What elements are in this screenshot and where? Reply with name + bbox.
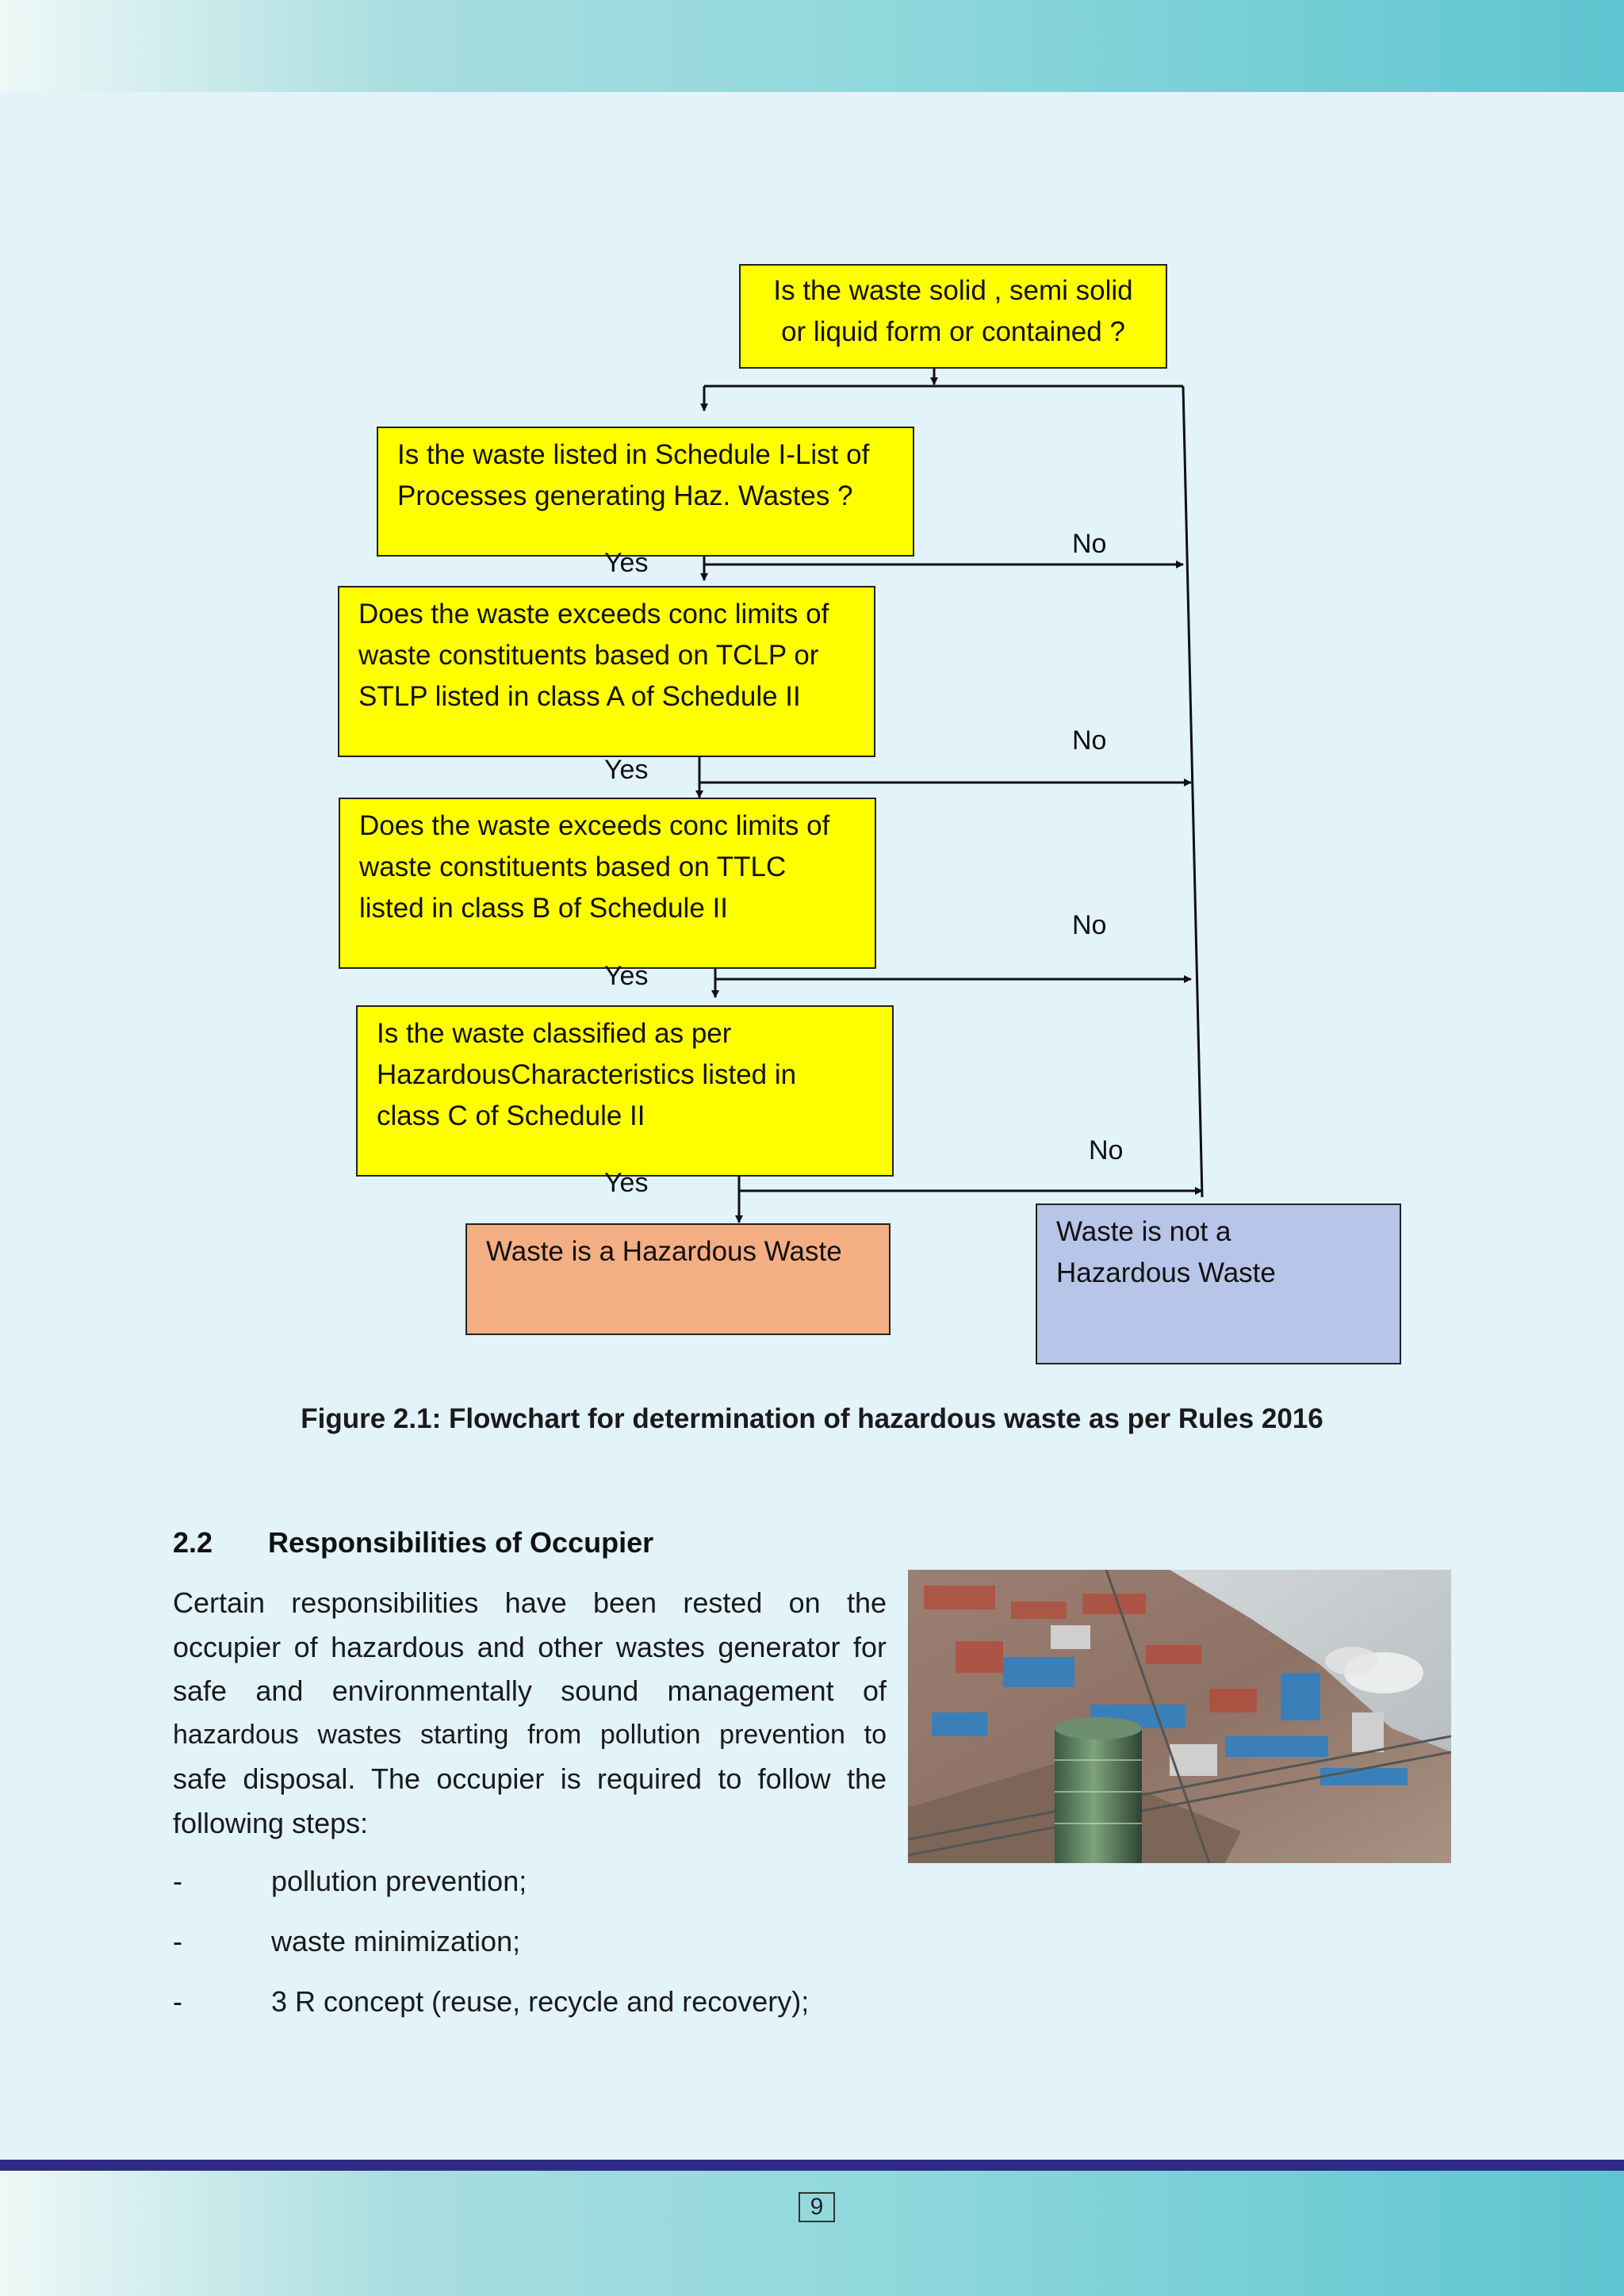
flow-q4-line-1: Is the waste classified as per [377, 1018, 732, 1049]
flow-q2-line-1: Does the waste exceeds conc limits of [358, 599, 829, 629]
flow-q4-line-2: HazardousCharacteristics listed in [377, 1059, 797, 1090]
section-paragraph [173, 1581, 887, 1845]
flow-not-hazardous-box [1036, 1203, 1401, 1364]
bullet-item-3: 3 R concept (reuse, recycle and recovery); [271, 1985, 810, 2018]
flow-q2-box [338, 586, 875, 757]
flow-q3-line-3: listed in class B of Schedule II [359, 893, 728, 924]
footer-band [0, 2171, 1624, 2296]
no-label-4: No [1089, 1135, 1124, 1165]
yes-label-3: Yes [604, 961, 649, 991]
flow-q4-line-3: class C of Schedule II [377, 1100, 645, 1131]
flow-q1-line-1: Is the waste listed in Schedule I-List of [397, 439, 870, 470]
paragraph-line: following steps: [173, 1806, 369, 1839]
paragraph-line: safe and environmentally sound management of [173, 1674, 887, 1707]
flow-q2-line-2: waste constituents based on TCLP or [358, 640, 819, 671]
paragraph-line: occupier of hazardous and other wastes generator for [173, 1630, 887, 1663]
bullet-dash-2: - [173, 1925, 182, 1957]
flow-q2-line-3: STLP listed in class A of Schedule II [358, 681, 801, 712]
yes-label-1: Yes [604, 548, 649, 578]
page-number: 9 [799, 2192, 835, 2222]
bullet-dash-1: - [173, 1865, 182, 1897]
flow-start-line-1: Is the waste solid , semi solid [773, 275, 1133, 306]
bullet-item-2: waste minimization; [271, 1925, 521, 1957]
bullet-dash-3: - [173, 1985, 182, 2018]
flow-start-box [739, 264, 1167, 369]
no-label-2: No [1072, 725, 1107, 756]
paragraph-line: hazardous wastes starting from pollution prevention to [173, 1719, 887, 1750]
section-number: 2.2 [173, 1526, 213, 1559]
flow-q1-box [377, 427, 914, 557]
figure-caption: Figure 2.1: Flowchart for determination of hazardous waste as per Rules 2016 [301, 1403, 1323, 1434]
section-title: Responsibilities of Occupier [268, 1526, 654, 1559]
yes-label-4: Yes [604, 1168, 649, 1198]
flow-q4-box [356, 1005, 894, 1177]
flow-q3-box [339, 798, 876, 969]
no-label-1: No [1072, 529, 1107, 559]
flow-q3-line-1: Does the waste exceeds conc limits of [359, 810, 830, 841]
paragraph-line: safe disposal. The occupier is required to follow the [173, 1762, 887, 1795]
steel-plant-aerial-photo [908, 1570, 1451, 1863]
paragraph-line: Certain responsibilities have been rested on the [173, 1586, 887, 1619]
flow-hazardous-box [465, 1223, 891, 1335]
bullet-item-1: pollution prevention; [271, 1865, 527, 1897]
yes-label-2: Yes [604, 755, 649, 785]
flow-q3-line-2: waste constituents based on TTLC [359, 851, 787, 882]
flow-hazardous-text: Waste is a Hazardous Waste [486, 1236, 842, 1267]
footer-line [0, 2160, 1624, 2171]
flow-not-hazardous-line-1: Waste is not a [1056, 1216, 1231, 1247]
flow-not-hazardous-line-2: Hazardous Waste [1056, 1257, 1276, 1288]
no-label-3: No [1072, 910, 1107, 940]
no-vertical-line [1183, 386, 1202, 1197]
flow-q1-line-2: Processes generating Haz. Wastes ? [397, 480, 853, 511]
flow-start-line-2: or liquid form or contained ? [781, 316, 1125, 347]
